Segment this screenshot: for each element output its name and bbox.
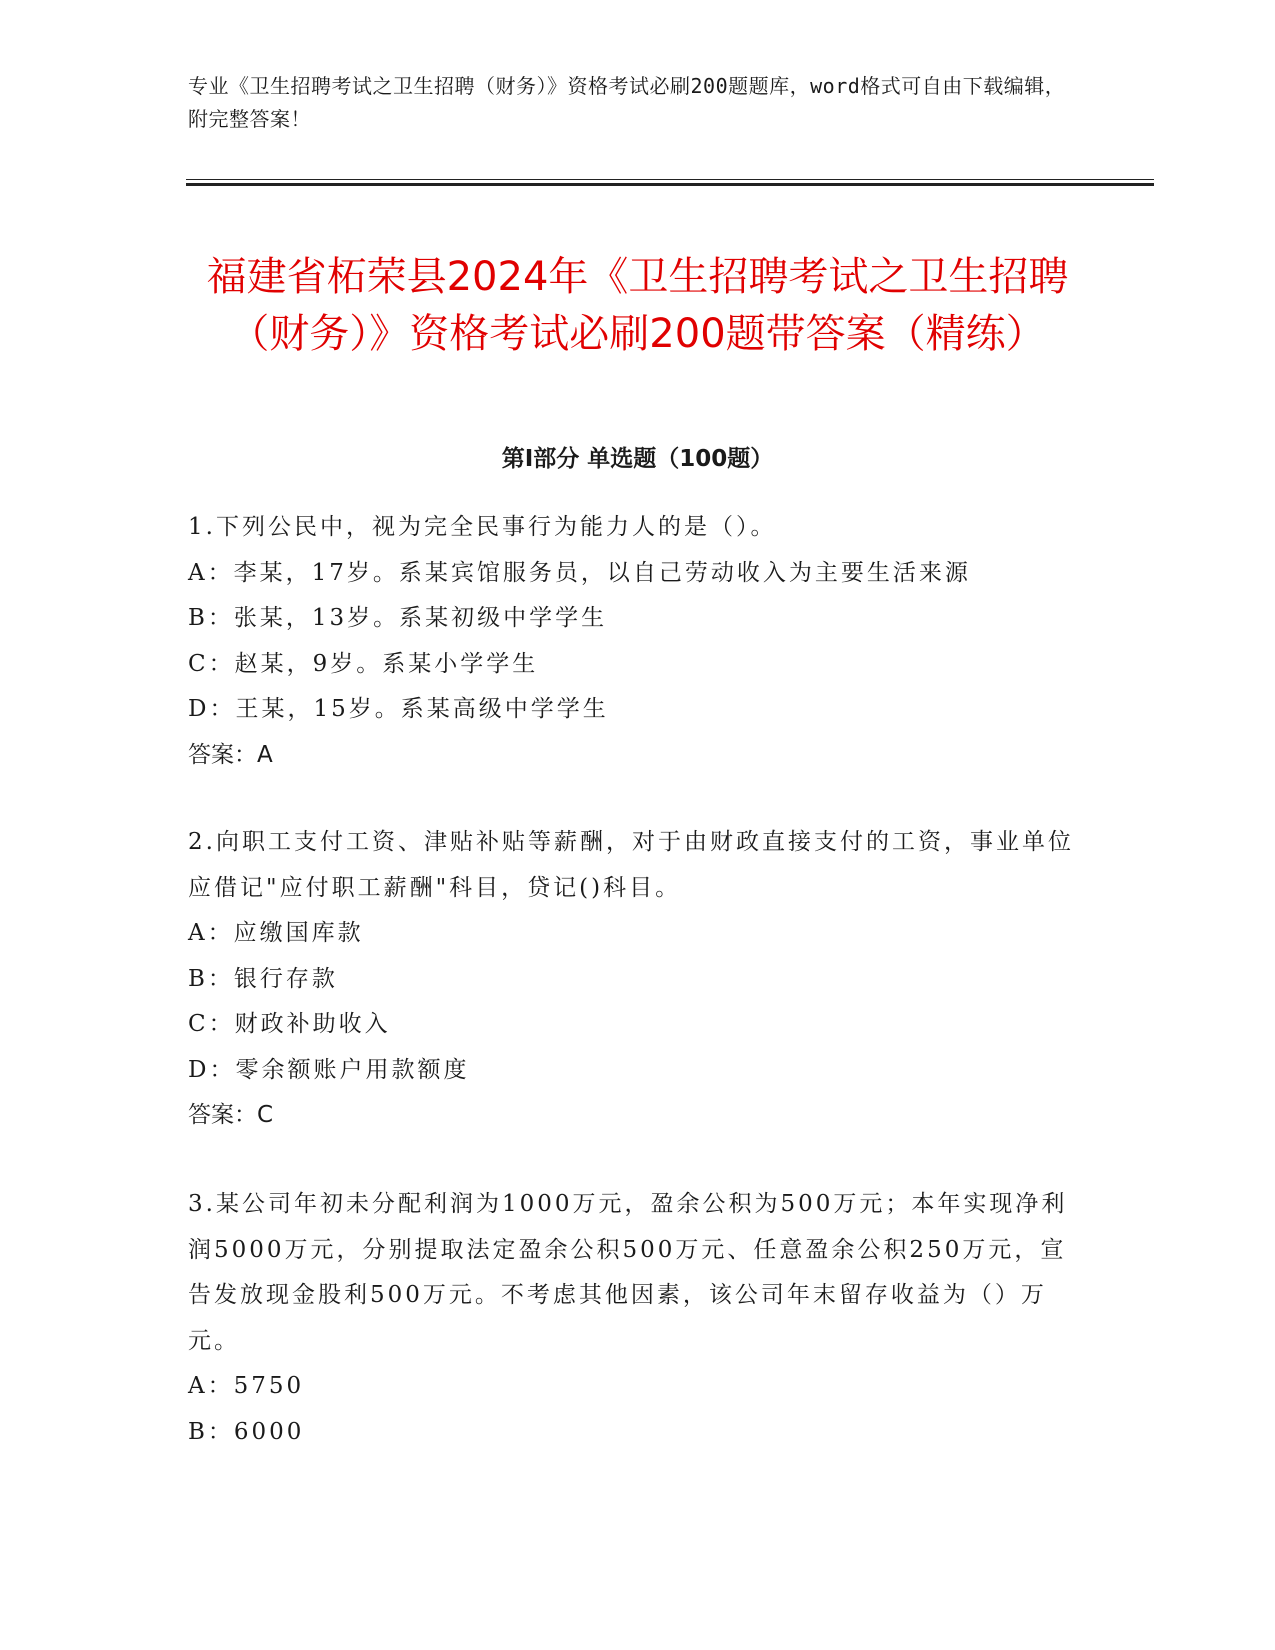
option-b: B：6000	[188, 1418, 305, 1445]
option-c: C：赵某，9岁。系某小学学生	[188, 650, 539, 677]
question-3	[188, 1182, 1088, 1455]
question-stem: 2.向职工支付工资、津贴补贴等薪酬，对于由财政直接支付的工资，事业单位应借记"应付职工薪酬"科目，贷记()科目。	[188, 829, 1074, 901]
question-stem: 1.下列公民中，视为完全民事行为能力人的是（）。	[188, 514, 777, 540]
question-1	[188, 505, 1088, 778]
question-stem: 3.某公司年初未分配利润为1000万元，盈余公积为500万元；本年实现净利润5000万元，分别提取法定盈余公积500万元、任意盈余公积250万元，宣告发放现金股利500万元。不考虑其他因素，该公司年末留存收益为（）万元。	[188, 1191, 1068, 1354]
option-c: C：财政补助收入	[188, 1011, 391, 1037]
option-b: B：张某，13岁。系某初级中学学生	[188, 605, 608, 631]
option-d: D：零余额账户用款额度	[188, 1056, 470, 1083]
option-b: B：银行存款	[188, 965, 338, 992]
option-a: A：李某，17岁。系某宾馆服务员，以自己劳动收入为主要生活来源	[188, 559, 971, 586]
option-a: A：5750	[188, 1373, 305, 1399]
section-heading: 第Ⅰ部分 单选题（100题）	[501, 446, 774, 472]
header-divider-thick	[186, 183, 1154, 186]
answer: 答案：C	[188, 1102, 274, 1128]
document-title: 福建省柘荣县2024年《卫生招聘考试之卫生招聘（财务）》资格考试必刷200题带答案（精练）	[206, 253, 1069, 357]
answer: 答案：A	[188, 741, 273, 768]
question-2	[188, 820, 1088, 1139]
header-divider-thin	[186, 179, 1154, 180]
header-note: 专业《卫生招聘考试之卫生招聘（财务）》资格考试必刷200题题库，word格式可自由下载编辑，附完整答案！	[188, 74, 1066, 131]
option-d: D：王某，15岁。系某高级中学学生	[188, 696, 609, 722]
option-a: A：应缴国库款	[188, 920, 364, 946]
